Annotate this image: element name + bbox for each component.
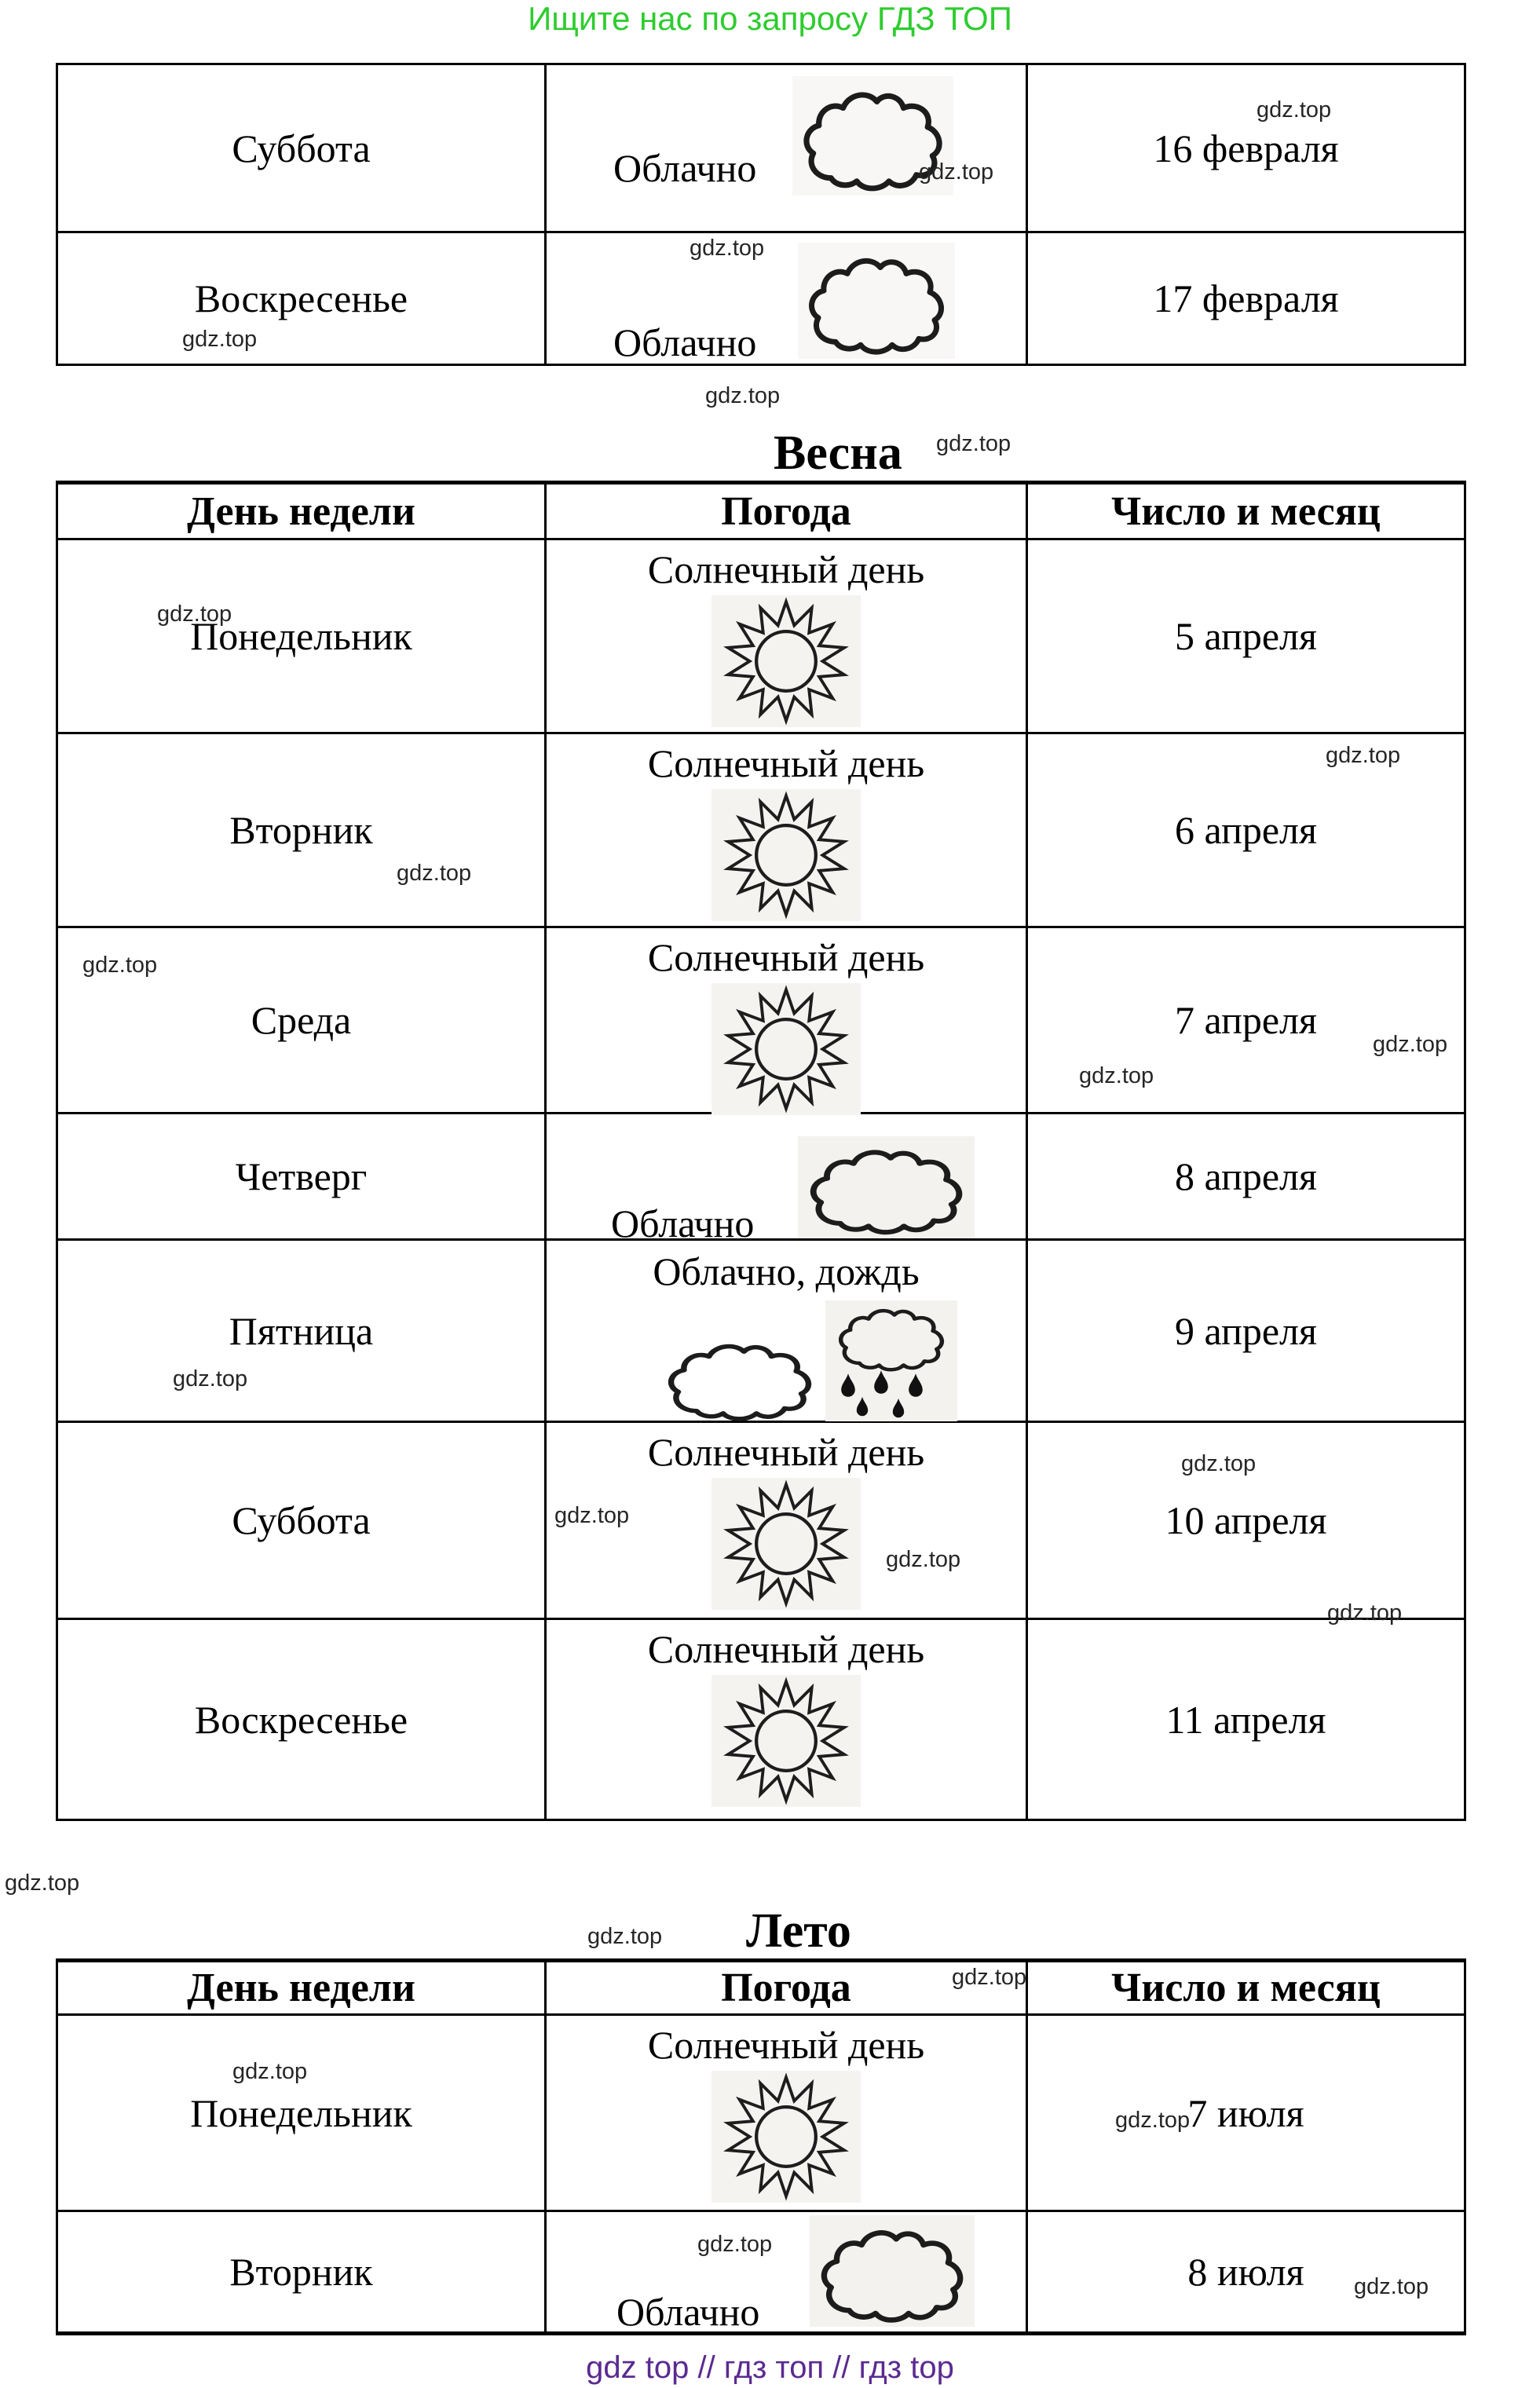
weather-cell: [547, 1620, 1028, 1819]
day-cell: [58, 2212, 547, 2331]
date-label: 9 апреля: [1175, 1308, 1317, 1353]
watermark: gdz.top: [690, 236, 765, 261]
season-title-summer: Лето: [746, 1904, 851, 1958]
weather-label: Облачно: [616, 2290, 760, 2334]
date-label: 7 июля: [1187, 2090, 1304, 2135]
watermark: gdz.top: [232, 2059, 308, 2084]
weather-label: Солнечный день: [647, 547, 925, 591]
cloud-icon: [798, 1136, 975, 1238]
date-cell: [1028, 540, 1464, 734]
day-cell: [58, 734, 547, 928]
watermark: gdz.top: [82, 953, 158, 978]
weather-label: Солнечный день: [647, 935, 925, 979]
watermark: gdz.top: [157, 602, 232, 627]
date-cell: [1028, 2212, 1464, 2331]
sun-icon: [711, 789, 861, 921]
top-banner: Ищите нас по запросу ГДЗ ТОП: [528, 0, 1012, 37]
weather-label: Солнечный день: [647, 1430, 925, 1474]
cloud-icon: [810, 2215, 975, 2327]
weather-cell: [547, 2212, 1028, 2334]
watermark: gdz.top: [1326, 743, 1401, 768]
weather-cell: [547, 540, 1028, 734]
watermark: gdz.top: [1354, 2274, 1429, 2299]
watermark: gdz.top: [697, 2232, 773, 2257]
raindrop-icon: [855, 1396, 869, 1417]
watermark: gdz.top: [952, 1965, 1027, 1990]
day-cell: [58, 1423, 547, 1620]
weather-label: Солнечный день: [647, 1627, 925, 1671]
weather-cell: [547, 65, 1028, 233]
date-cell: [1028, 1620, 1464, 1819]
header-label: День недели: [187, 488, 415, 534]
summer-table: [56, 1958, 1466, 2335]
day-cell: [58, 2016, 547, 2212]
weather-label: Облачно: [611, 1201, 755, 1245]
raindrop-icon: [840, 1373, 857, 1399]
weather-label: Солнечный день: [647, 741, 925, 785]
watermark: gdz.top: [182, 327, 258, 352]
winter-table: [56, 63, 1466, 366]
raindrop-icon: [872, 1370, 890, 1395]
watermark: gdz.top: [936, 431, 1011, 456]
day-label: Воскресенье: [194, 276, 408, 320]
cloud-icon: [798, 243, 955, 359]
date-label: 17 февраля: [1153, 276, 1339, 320]
watermark: gdz.top: [554, 1503, 630, 1528]
day-cell: [58, 1241, 547, 1423]
header-cell: [1028, 485, 1464, 540]
weather-label: Облачно, дождь: [653, 1249, 920, 1293]
watermark: gdz.top: [1373, 1032, 1448, 1057]
day-label: Среда: [251, 998, 352, 1042]
weather-cell: [547, 233, 1028, 364]
spring-table: [56, 481, 1466, 1821]
day-label: Четверг: [235, 1154, 368, 1198]
date-label: 6 апреля: [1175, 808, 1317, 852]
date-cell: [1028, 1114, 1464, 1241]
sun-icon: [711, 983, 861, 1115]
watermark: gdz.top: [705, 383, 781, 408]
header-cell: [58, 485, 547, 540]
sun-icon: [711, 2071, 861, 2203]
weather-cell: [547, 1241, 1028, 1423]
day-label: Понедельник: [190, 614, 412, 658]
date-label: 5 апреля: [1175, 614, 1317, 658]
weather-cell: [547, 2016, 1028, 2212]
header-cell: [58, 1962, 547, 2016]
header-label: Число и месяц: [1111, 488, 1381, 534]
date-label: 7 апреля: [1175, 998, 1317, 1042]
season-title-spring: Весна: [774, 426, 902, 480]
sun-icon: [711, 1478, 861, 1610]
watermark: gdz.top: [1257, 97, 1332, 123]
header-label: День недели: [187, 1966, 415, 2010]
weather-label: Солнечный день: [647, 2023, 925, 2067]
raindrop-icon: [891, 1398, 905, 1419]
weather-label: Облачно: [613, 146, 757, 190]
date-label: 11 апреля: [1165, 1697, 1326, 1742]
watermark: gdz.top: [919, 159, 994, 185]
day-label: Вторник: [229, 2250, 373, 2294]
weather-cell: [547, 928, 1028, 1114]
rain-cloud-icon: [825, 1300, 957, 1421]
date-label: 8 июля: [1187, 2250, 1304, 2294]
day-cell: [58, 233, 547, 364]
day-label: Воскресенье: [194, 1697, 408, 1742]
day-cell: [58, 540, 547, 734]
header-label: Число и месяц: [1111, 1966, 1381, 2010]
header-label: Погода: [721, 488, 851, 534]
watermark: gdz.top: [397, 861, 472, 886]
raindrop-icon: [907, 1373, 924, 1399]
date-cell: [1028, 233, 1464, 364]
weather-cell: [547, 734, 1028, 928]
weather-label: Облачно: [613, 320, 757, 364]
day-label: Суббота: [232, 126, 371, 170]
sun-icon: [711, 595, 861, 727]
header-cell: [1028, 1962, 1464, 2016]
day-label: Суббота: [232, 1498, 371, 1542]
date-label: 8 апреля: [1175, 1154, 1317, 1198]
watermark: gdz.top: [1181, 1451, 1257, 1476]
watermark: gdz.top: [1079, 1063, 1154, 1088]
day-label: Вторник: [229, 808, 373, 852]
bottom-banner: gdz top // гдз топ // гдз top: [586, 2350, 954, 2385]
watermark: gdz.top: [886, 1547, 961, 1572]
sun-icon: [711, 1675, 861, 1807]
watermark: gdz.top: [1115, 2108, 1191, 2133]
weather-cell: [547, 1114, 1028, 1245]
watermark: gdz.top: [173, 1366, 248, 1391]
watermark: gdz.top: [1327, 1600, 1403, 1626]
watermark: gdz.top: [5, 1871, 80, 1896]
header-label: Погода: [721, 1966, 851, 2010]
day-label: Понедельник: [190, 2090, 412, 2135]
day-cell: [58, 1114, 547, 1241]
date-cell: [1028, 2016, 1464, 2212]
date-cell: [1028, 65, 1464, 233]
day-cell: [58, 1620, 547, 1819]
date-label: 16 февраля: [1153, 126, 1339, 170]
day-label: Пятница: [229, 1308, 374, 1353]
date-cell: [1028, 1241, 1464, 1423]
date-label: 10 апреля: [1165, 1498, 1327, 1542]
day-cell: [58, 65, 547, 233]
header-cell: [547, 485, 1028, 540]
watermark: gdz.top: [587, 1924, 663, 1949]
cloud-icon: [657, 1332, 823, 1424]
